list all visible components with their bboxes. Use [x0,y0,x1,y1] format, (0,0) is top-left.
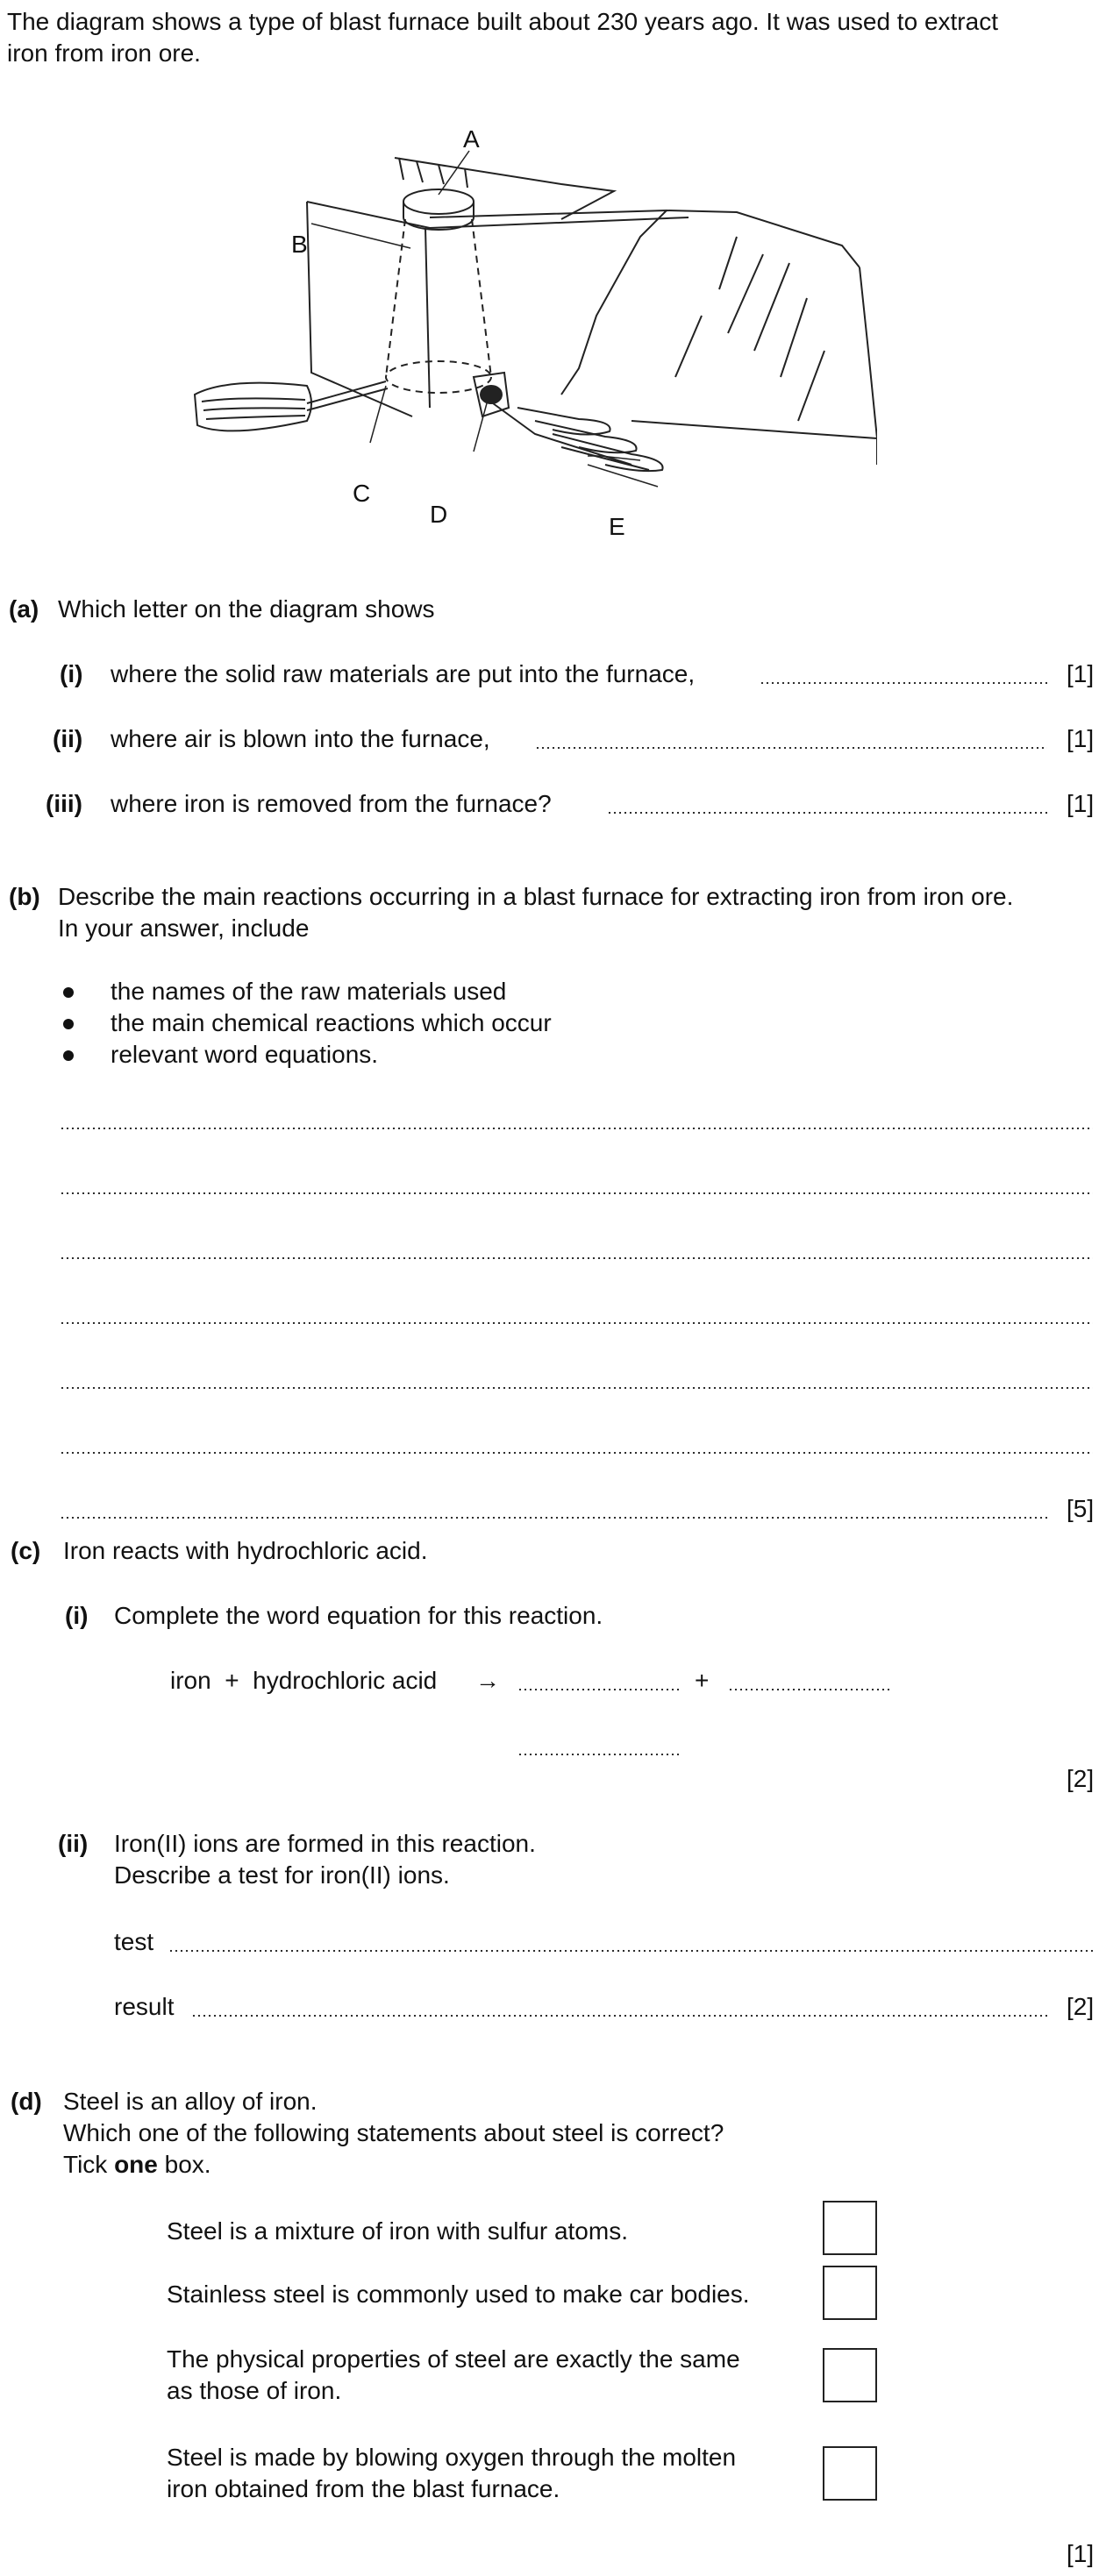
part-c-label: (c) [11,1537,41,1564]
part-a-label: (a) [9,595,39,623]
tick-instruction-pre: Tick [63,2151,115,2178]
blast-furnace-diagram [175,88,877,561]
tick-instruction-post: box. [157,2151,211,2178]
part-b-bullet-2: the main chemical reactions which occur [111,1009,552,1036]
diagram-label-a: A [463,125,480,153]
equation-product-1[interactable] [517,1689,679,1690]
part-d-line-3 [63,2150,211,2180]
option-3-text-1: The physical properties of steel are exactly the same [167,2345,740,2373]
equation-product-3[interactable] [517,1754,679,1755]
marks-c-i: [2] [1067,1765,1095,1792]
option-4-text-2: iron obtained from the blast furnace. [167,2475,560,2502]
answer-line-result[interactable] [191,2015,1047,2017]
part-d-line-2: Which one of the following statements about steel is correct? [63,2119,724,2146]
part-a-i-text: where the solid raw materials are put into the furnace, [111,660,696,687]
answer-line-b-3[interactable] [60,1257,1093,1259]
marks-a-ii: [1] [1067,725,1095,752]
answer-line-b-5[interactable] [60,1387,1093,1389]
option-3-checkbox[interactable] [823,2348,877,2402]
equation-product-2[interactable] [728,1689,889,1690]
part-c-ii-num: (ii) [58,1830,89,1857]
option-3-text-2: as those of iron. [167,2377,342,2404]
answer-line-b-6[interactable] [60,1452,1093,1454]
option-4-checkbox[interactable] [823,2446,877,2501]
answer-line-a-iii[interactable] [607,812,1047,814]
part-a-stem: Which letter on the diagram shows [58,595,435,623]
part-a-iii-text: where iron is removed from the furnace? [111,790,552,817]
answer-line-a-i[interactable] [760,682,1047,684]
part-a-i-num: (i) [60,660,83,687]
part-b-bullet-3: relevant word equations. [111,1041,379,1068]
bullet-dot [63,987,74,998]
equation-plus: + [695,1667,710,1694]
part-b-line-2: In your answer, include [58,914,310,942]
test-label: test [114,1928,154,1955]
equation-arrow: → [475,1667,500,1694]
part-c-i-num: (i) [65,1602,89,1629]
option-2-checkbox[interactable] [823,2266,877,2320]
marks-a-iii: [1] [1067,790,1095,817]
option-4-text-1: Steel is made by blowing oxygen through the molten [167,2444,737,2471]
intro-line-2: iron from iron ore. [7,39,201,67]
result-label: result [114,1993,175,2020]
part-b-bullet-1: the names of the raw materials used [111,978,507,1005]
answer-line-a-ii[interactable] [535,747,1047,749]
part-c-i-text: Complete the word equation for this reaction. [114,1602,603,1629]
marks-b: [5] [1067,1495,1095,1522]
diagram-label-b: B [291,231,308,258]
equation-left: iron + hydrochloric acid [170,1667,438,1694]
option-2-text: Stainless steel is commonly used to make car bodies. [167,2281,750,2308]
part-c-ii-line-1: Iron(II) ions are formed in this reaction. [114,1830,536,1857]
answer-line-b-4[interactable] [60,1322,1093,1324]
part-b-line-1: Describe the main reactions occurring in a blast furnace for extracting iron from iron ore. [58,883,1014,910]
diagram-label-e: E [609,513,625,540]
bullet-dot [63,1019,74,1029]
part-a-ii-num: (ii) [53,725,83,752]
answer-line-test[interactable] [168,1950,1093,1952]
part-b-label: (b) [9,883,40,910]
tick-instruction-bold: one [114,2151,158,2178]
answer-line-b-7[interactable] [60,1517,1047,1519]
option-1-checkbox[interactable] [823,2201,877,2255]
answer-line-b-1[interactable] [60,1128,1093,1129]
marks-c-ii: [2] [1067,1993,1095,2020]
intro-line-1: The diagram shows a type of blast furnace built about 230 years ago. It was used to extract [7,8,998,35]
answer-line-b-2[interactable] [60,1192,1093,1194]
part-a-ii-text: where air is blown into the furnace, [111,725,490,752]
part-d-line-1: Steel is an alloy of iron. [63,2088,318,2115]
marks-a-i: [1] [1067,660,1095,687]
part-a-iii-num: (iii) [46,790,82,817]
part-c-stem: Iron reacts with hydrochloric acid. [63,1537,428,1564]
option-1-text: Steel is a mixture of iron with sulfur atoms. [167,2217,628,2245]
part-c-ii-line-2: Describe a test for iron(II) ions. [114,1861,450,1889]
marks-d: [1] [1067,2540,1095,2567]
bullet-dot [63,1050,74,1061]
diagram-label-c: C [353,480,371,507]
part-d-label: (d) [11,2088,42,2115]
diagram-label-d: D [430,501,448,528]
